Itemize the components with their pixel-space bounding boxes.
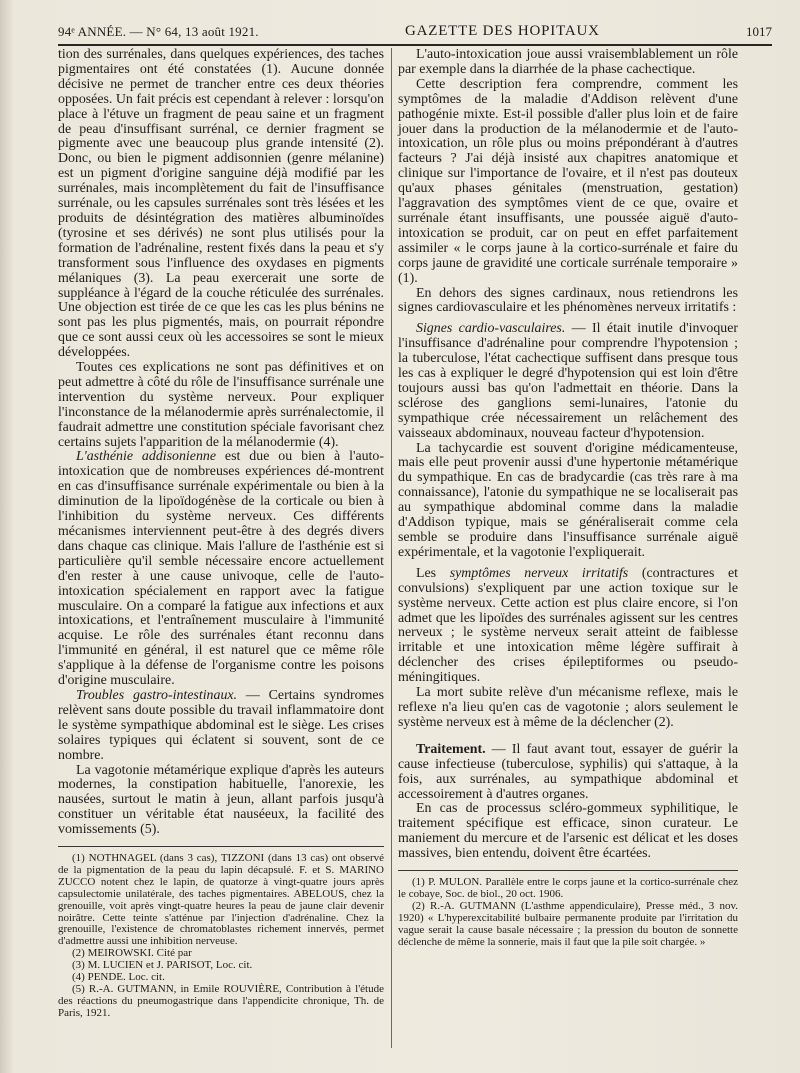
footnote: (2) R.-A. GUTMANN (L'asthme appendiculaire), Presse méd., 3 nov. 1920) « L'hyperexcitabilité bulbaire permanente produite par l'irritation du vague serait la cause basale nécessaire ; la pression du bouton de sonnette déclenche de même la sonnerie, mais il faut que la pile soit chargée. » <box>398 899 738 948</box>
paragraph <box>398 567 738 686</box>
paragraph-text: — Certains syndromes relèvent sans doute possible du travail inflammatoire dont le système sympathique abdominal est le siège. Les crises solaires typiques qui éclatent si souvent, sont de ce nombre. <box>58 687 384 763</box>
footnote: (2) MEIROWSKI. Cité par <box>72 947 192 960</box>
paragraph: La vagotonie métamérique explique d'après les auteurs modernes, la constipation habituelle, l'anorexie, les nausées, surtout le matin à jeun, allant parfois jusqu'à constituer un véritable état nauséeux, la facilité des vomissements (5). <box>58 762 384 838</box>
paragraph-text: (contractures et convulsions) s'expliquent par une action toxique sur le système nerveux. Cette action est plus claire encore, si l'on admet que les lipoïdes des surrénales agissent sur les centres nerveux ; le système nerveux serait atteint de faiblesse irritable et une intoxication même légère suffirait à déclencher des crises épileptiformes ou pseudo-méningitiques. <box>398 565 739 686</box>
paragraph <box>398 743 738 803</box>
paragraph: La tachycardie est souvent d'origine médicamenteuse, mais elle peut provenir aussi d'une hypertonie métamérique du sympathique. En cas de bradycardie (cas très rare à ma connaissance), l'atonie du sympathique ne se localiserait pas au sympathique abdominal comme dans la maladie d'Addison typique, mais se généraliserait comme cela semble se produire dans l'insuffisance surrénale aiguë expérimentale, et la vagotonie l'expliquerait. <box>398 440 738 560</box>
paragraph-text: — Il était inutile d'invoquer l'insuffisance d'adrénaline pour comprendre l'hypotension ; la tuberculose, l'état cachectique suffisent dans presque tous les cas à expliquer le degré d'hypotension qui est loin d'être toujours aussi bas qu'on l'admettait en théorie. Dans la sclérose des ganglions semi-lunaires, l'atonie du sympathique crée nécessairement un relâchement des vaisseaux abdominaux, nouveau facteur d'hypotension. <box>398 321 739 441</box>
section-heading: Traitement. <box>416 741 486 757</box>
footnote: (5) R.-A. GUTMANN, in Emile ROUVIÈRE, Contribution à l'étude des réactions du pneumogastrique dans l'appendicite chronique, Th. de Paris, 1921. <box>58 983 384 1019</box>
section-heading: L'asthénie addisonienne <box>76 449 216 465</box>
section-heading: Signes cardio-vasculaires. <box>416 321 566 337</box>
footnote: (1) NOTHNAGEL (dans 3 cas), TIZZONI (dans 13 cas) ont observé de la pigmentation de la peau du lapin décapsulé. F. et S. MARINO ZUCCO notent chez le lapin, de quatorze à vingt-quatre jours après capsulectomie unilatérale, des taches pigmentaires. ABELOUS, chez la grenouille, voit après vingt-quatre heures la peau de jaune clair devenir noirâtre. Cette teinte s'atténue par l'injection d'adrénaline. Chez la grenouille, l'existence de chromatoblastes richement innervés, permet d'admettre aussi une inhibition nerveuse. <box>58 852 384 948</box>
paragraph: L'auto-intoxication joue aussi vraisemblablement un rôle par exemple dans la diarrhée de la phase cachectique. <box>398 47 738 77</box>
paragraph: En dehors des signes cardinaux, nous retiendrons les signes cardiovasculaire et les phénomènes nerveux irritatifs : <box>398 285 738 316</box>
left-column <box>58 48 384 1020</box>
footnote: (3) M. LUCIEN et J. PARISOT, Loc. cit. <box>72 959 253 972</box>
paragraph <box>398 322 738 441</box>
paragraph-text: est due ou bien à l'auto-intoxication que de nombreuses expériences dé-montrent en cas d'insuffisance surrénale expérimentale ou bien à la diminution de la lipoïdogénèse de la corticale ou bien à l'inhibition du système nerveux. Ces différents mécanismes interviennent peut-être à des degrés divers dans chaque cas clinique. Mais l'allure de l'asthénie est si particulière qu'il semble nécessaire encore actuellement d'en rester à une cause univoque, celle de l'auto-intoxication spécialement en rapport avec la fatigue musculaire. On a comparé la fatigue aux infections et aux intoxications, et l'entraînement musculaire à l'immunité acquise. Le rôle des surrénales étant reconnu dans l'immunité en général, il est naturel que ce même rôle s'applique à la défense de l'organisme contre les poisons d'origine musculaire. <box>58 449 384 689</box>
footnotes-left <box>58 846 384 1020</box>
section-heading: symptômes nerveux irritatifs <box>449 565 629 581</box>
journal-title: GAZETTE DES HOPITAUX <box>404 23 600 39</box>
page-header <box>58 16 772 46</box>
paragraph-text: — Il faut avant tout, essayer de guérir la cause infectieuse (tuberculose, syphilis) qui s'attaque, à la fois, aux surrénales, au sympathique abdominal et accessoirement à d'autres organes. <box>398 741 738 802</box>
paragraph: Cette description fera comprendre, comment les symptômes de la maladie d'Addison relèvent d'une pathogénie mixte. Est-il possible d'aller plus loin et de faire jouer dans la production de la mélanodermie et de l'auto-intoxication, un rôle plus ou moins prépondérant à d'autres facteurs ? J'ai déjà insisté aux chapitres anatomique et clinique sur l'importance de l'ovaire, et il n'est pas douteux qu'aux phases génitales (menstruation, gestation) l'aggravation des symptômes vient de ce que, ovaire et surrénale étant insuffisants, une poussée aiguë d'auto-intoxication se produit, car on peut en effet parfaitement assimiler « le corps jaune à la cortico-surrénale et faire du corps jaune de gravidité une corticale surrénale temporaire » (1). <box>398 76 738 286</box>
column-divider <box>391 48 392 1048</box>
paragraph: La mort subite relève d'un mécanisme reflexe, mais le reflexe n'a lieu qu'en cas de vagotonie ; alors seulement le système nerveux est à même de la déclencher (2). <box>398 685 738 730</box>
paragraph: tion des surrénales, dans quelques expériences, des taches pigmentaires ont été constatées (1). Aucune donnée décisive ne permet de trancher entre ces deux théories opposées. Un fait précis est cependant à relever : lorsqu'on place à l'étuve un fragment de peau saine et un fragment de peau d'insuffisant surrénal, ce dernier fragment se pigmente avec une beaucoup plus grande intensité (2). Donc, ou bien le pigment addisonnien (genre mélanine) est un pigment d'origine sanguine déjà modifié par les surrénales, mais incomplètement du fait de l'insuffisance surrénale, ou les capsules surrénales sont très lésées et les produits de désintégration des matières albuminoïdes (tyrosine et ses dérivés) ne sont plus utilisés pour la formation de l'adrénaline, restent fixés dans la peau et s'y transforment sous l'influence des oxydases en pigments mélaniques (3). La peau exercerait une sorte de suppléance à l'égard de la couche réticulée des surrénales. Une objection est tirée de ce que les cas les plus bénins ne sont pas les plus pigmentés, mais, on pourrait répondre que ce sont aussi ceux où les accessoires se sont le mieux développées. <box>58 47 384 361</box>
footnotes-right <box>398 870 738 948</box>
paragraph: En cas de processus scléro-gommeux syphilitique, le traitement spécifique est efficace, sinon curateur. Le maniement du mercure et de l'arsenic est délicat et les doses massives, bien entendu, doivent être écartées. <box>398 801 738 862</box>
section-heading: Troubles gastro-intestinaux. <box>76 687 238 703</box>
page-number: 1017 <box>745 24 772 39</box>
paragraph-text: Les <box>416 565 450 581</box>
paragraph: Toutes ces explications ne sont pas définitives et on peut admettre à côté du rôle de l'insuffisance surrénale une intervention du système nerveux. Pour expliquer l'inconstance de la mélanodermie après surrénalectomie, il faudrait admettre une constitution spéciale favorisant chez certains sujets l'apparition de la mélanodermie (4). <box>58 360 384 450</box>
footnote: (4) PENDE. Loc. cit. <box>72 971 165 984</box>
issue-info: 94ᵉ ANNÉE. — N° 64, 13 août 1921. <box>58 24 259 39</box>
paragraph <box>58 450 384 689</box>
right-column <box>398 48 738 948</box>
footnote: (1) P. MULON. Parallèle entre le corps jaune et la cortico-surrénale chez le cobaye, Soc. de biol., 20 oct. 1906. <box>398 876 738 900</box>
paragraph <box>58 689 384 764</box>
